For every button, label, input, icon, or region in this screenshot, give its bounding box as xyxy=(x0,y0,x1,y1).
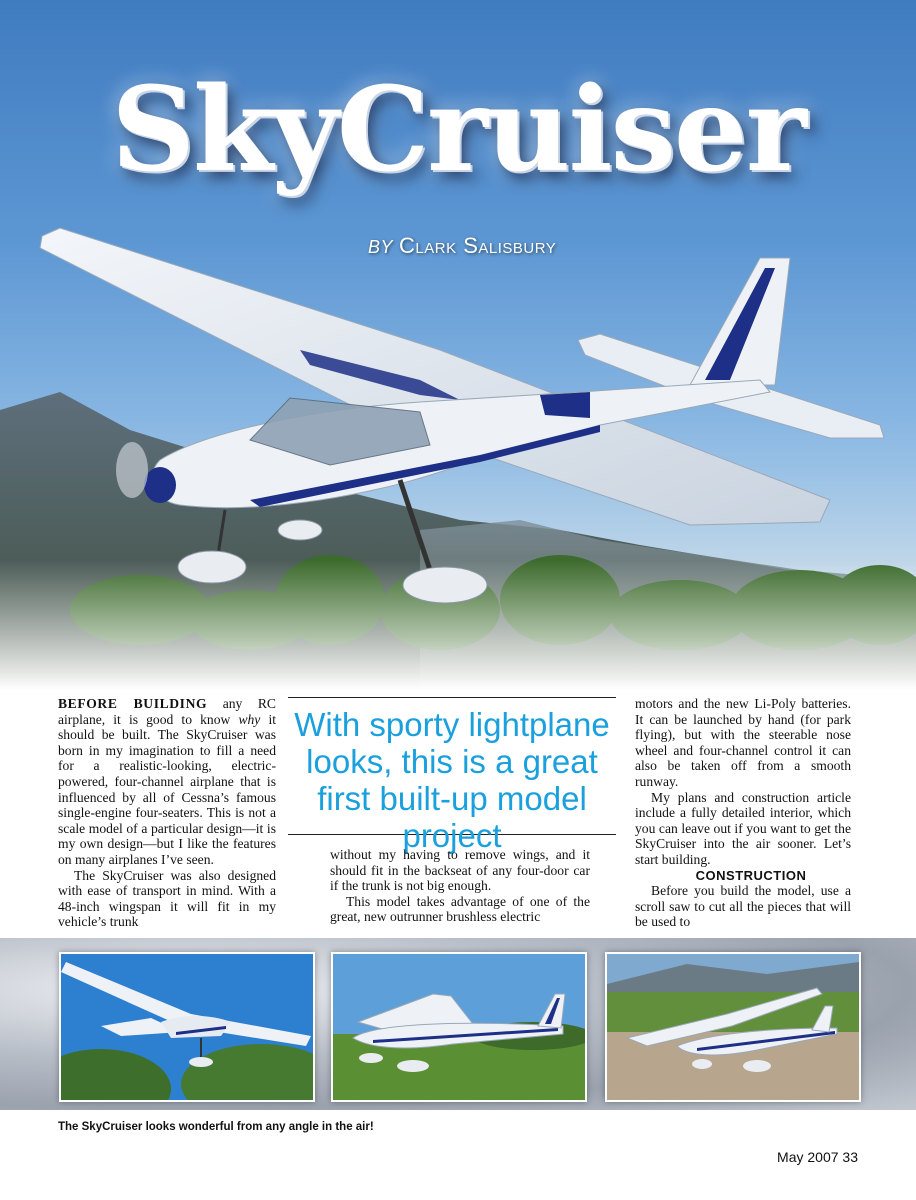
text-column-3 xyxy=(635,696,851,930)
emphasis-text: why xyxy=(238,711,261,727)
paragraph: without my having to remove wings, and it should fit in the backseat of any four-door car if the trunk is not big enough. xyxy=(330,847,590,894)
article-headline: SkyCruiser xyxy=(111,62,805,198)
photo-airplane-on-runway xyxy=(605,952,861,1102)
paragraph: motors and the new Li-Poly batteries. It can be launched by hand (for park flying), but with the steerable nose wheel and four-channel control it can also be taken off from a smooth runway. xyxy=(635,696,851,789)
paragraph xyxy=(58,696,276,868)
byline xyxy=(368,233,556,259)
paragraph: Before you build the model, use a scroll saw to cut all the pieces that will be used to xyxy=(635,883,851,930)
lead-in: BEFORE BUILDING xyxy=(58,696,208,711)
author-name: Clark Salisbury xyxy=(399,233,557,258)
section-subhead: CONSTRUCTION xyxy=(695,867,807,883)
pull-quote: With sporty lightplane looks, this is a great first built-up model project xyxy=(288,697,616,835)
byline-prefix: BY xyxy=(368,237,394,257)
page-folio: May 2007 33 xyxy=(777,1149,858,1165)
text-column-1 xyxy=(58,696,276,930)
paragraph-text: any RC airplane, it is good to know xyxy=(58,696,276,727)
paragraph: This model takes advantage of one of the great, new outrunner brushless electric xyxy=(330,893,590,925)
paragraph-text: it should be built. The SkyCruiser was born in my imagination to fill a need for a realistic-looking, electric-powered, four-channel airplane that is influenced by all of Cessna’s famous single-engine four-seaters. This is not a scale model of a particular design—it is my own design—but I like the features on many airplanes I’ve seen. xyxy=(58,711,277,867)
paragraph: My plans and construction article include a fully detailed interior, which you can leave out if you want to get the SkyCruiser into the air sooner. Let’s start building. xyxy=(635,789,851,867)
paragraph: The SkyCruiser was also designed with ease of transport in mind. With a 48-inch wingspan it will fit in my vehicle’s trunk xyxy=(58,867,276,930)
photo-airplane-on-grass xyxy=(331,952,587,1102)
photo-airplane-in-flight xyxy=(59,952,315,1102)
photo-caption: The SkyCruiser looks wonderful from any angle in the air! xyxy=(58,1121,374,1133)
photo-strip xyxy=(0,938,916,1110)
text-column-2 xyxy=(330,847,590,925)
